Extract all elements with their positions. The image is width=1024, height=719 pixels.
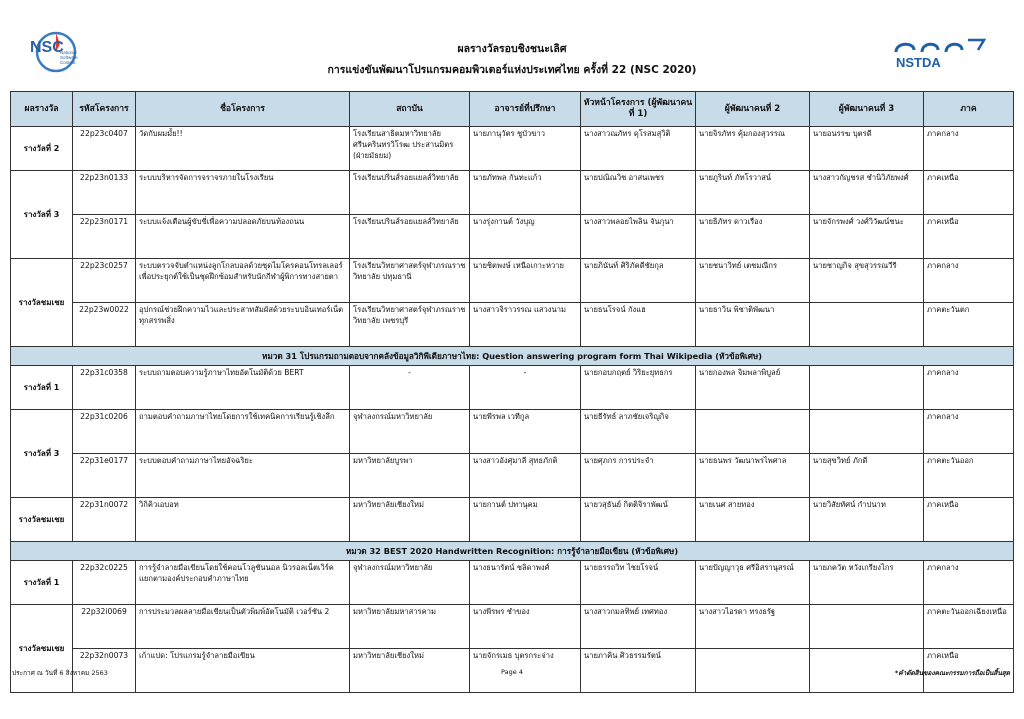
advisor-cell: นางธนารัตน์ ชลิดาพงศ์ (470, 561, 581, 605)
developer-2-cell: นายธาวิน พิชาติพัฒนา (696, 303, 810, 347)
developer-3-cell (810, 605, 924, 649)
leader-cell: นายธีรัทธ์ ลาภชัยเจริญกิจ (581, 410, 696, 454)
table-row (11, 259, 1014, 303)
award-cell: รางวัลที่ 1 (11, 561, 73, 605)
institution-cell: โรงเรียนปรินส์รอยแยลส์วิทยาลัย (350, 215, 470, 259)
advisor-cell: นายพีรพล เวทีกูล (470, 410, 581, 454)
developer-3-cell (810, 303, 924, 347)
advisor-cell: - (470, 366, 581, 410)
table-header-row (11, 92, 1014, 127)
institution-cell: โรงเรียนวิทยาศาสตร์จุฬาภรณราชวิทยาลัย ปทุมธานี (350, 259, 470, 303)
project-name-cell: ระบบถามตอบความรู้ภาษาไทยอัตโนมัติด้วย BERT (136, 366, 350, 410)
leader-cell: นางสาวพลอยไพลิน จันกุนา (581, 215, 696, 259)
region-cell: ภาคกลาง (924, 410, 1014, 454)
developer-2-cell: นายธิภัทร ดาวเรือง (696, 215, 810, 259)
advisor-cell: นางรุ่งกานต์ วังบุญ (470, 215, 581, 259)
institution-cell: โรงเรียนวิทยาศาสตร์จุฬาภรณราชวิทยาลัย เพชรบุรี (350, 303, 470, 347)
logo-caption-1: National (60, 50, 77, 55)
col-header: สถาบัน (350, 92, 470, 127)
leader-cell: นายภาคิน ศิวธรรมรัตน์ (581, 649, 696, 693)
region-cell: ภาคกลาง (924, 366, 1014, 410)
page-title: ผลรางวัลรอบชิงชนะเลิศ (457, 43, 567, 55)
table-row (11, 171, 1014, 215)
category-label: หมวด 32 BEST 2020 Handwritten Recognition: การรู้จำลายมือเขียน (หัวข้อพิเศษ) (11, 542, 1014, 561)
advisor-cell: นางพีรพร ชำของ (470, 605, 581, 649)
advisor-cell: นายภานุวัตร ชูบัวขาว (470, 127, 581, 171)
institution-cell: จุฬาลงกรณ์มหาวิทยาลัย (350, 410, 470, 454)
logo-caption-2: Software (60, 55, 78, 60)
project-name-cell: วัดกับผมมั้ย!! (136, 127, 350, 171)
project-name-cell: การประมวลผลลายมือเขียนเป็นตัวพิมพ์อัตโนมัติ เวอร์ชัน 2 (136, 605, 350, 649)
advisor-cell: นายภัทพล กันทะแก้ว (470, 171, 581, 215)
region-cell: ภาคกลาง (924, 561, 1014, 605)
developer-2-cell: นางสาวไอรดา ทรงธรัฐ (696, 605, 810, 649)
advisor-cell: นายจักรเมธ บุตรกระจ่าง (470, 649, 581, 693)
advisor-cell: นายกานต์ ปทานุคม (470, 498, 581, 542)
category-row (11, 542, 1014, 561)
institution-cell: มหาวิทยาลัยบูรพา (350, 454, 470, 498)
region-cell: ภาคตะวันออก (924, 454, 1014, 498)
table-row (11, 303, 1014, 347)
institution-cell: โรงเรียนปรินส์รอยแยลส์วิทยาลัย (350, 171, 470, 215)
table-row (11, 498, 1014, 542)
project-code-cell: 22p31e0177 (73, 454, 136, 498)
leader-cell: นายวสุธันย์ กิตติจิราพัฒน์ (581, 498, 696, 542)
region-cell: ภาคเหนือ (924, 649, 1014, 693)
page-subtitle: การแข่งขันพัฒนาโปรแกรมคอมพิวเตอร์แห่งประเทศไทย ครั้งที่ 22 (NSC 2020) (327, 64, 697, 76)
region-cell: ภาคตะวันออกเฉียงเหนือ (924, 605, 1014, 649)
region-cell: ภาคเหนือ (924, 171, 1014, 215)
leader-cell: นายภินันท์ ศิริภัคดีชัยกุล (581, 259, 696, 303)
institution-cell: มหาวิทยาลัยเชียงใหม่ (350, 649, 470, 693)
region-cell: ภาคตะวันตก (924, 303, 1014, 347)
developer-3-cell: นายชาญกิจ สุขสุวรรณวีรี (810, 259, 924, 303)
developer-3-cell: นายสุขวิทย์ ภักดี (810, 454, 924, 498)
developer-2-cell: นายชนาวิทย์ เตชมณีกร (696, 259, 810, 303)
leader-cell: นายธรรถวิท ไชยโรจน์ (581, 561, 696, 605)
table-row (11, 605, 1014, 649)
award-cell: รางวัลที่ 3 (11, 410, 73, 498)
developer-3-cell: นายภควัต หวังเกรียงไกร (810, 561, 924, 605)
developer-3-cell: นายอนรรฆ บุตรดี (810, 127, 924, 171)
award-cell: รางวัลชมเชย (11, 259, 73, 347)
footer-date: ประกาศ ณ วันที่ 6 สิงหาคม 2563 (12, 669, 108, 677)
project-code-cell: 22p31c0206 (73, 410, 136, 454)
award-cell: รางวัลที่ 2 (11, 127, 73, 171)
advisor-cell: นายชิตพงษ์ เหนือเกาะหวาย (470, 259, 581, 303)
region-cell: ภาคเหนือ (924, 215, 1014, 259)
leader-cell: นายกอบกฤตย์ วิริยะยุทธกร (581, 366, 696, 410)
col-header: ผลรางวัล (11, 92, 73, 127)
project-code-cell: 22p31n0072 (73, 498, 136, 542)
logo-caption-3: Contest (60, 60, 76, 65)
footer-page: Page 4 (501, 668, 523, 676)
table-row (11, 366, 1014, 410)
project-code-cell: 22p32c0225 (73, 561, 136, 605)
region-cell: ภาคกลาง (924, 259, 1014, 303)
institution-cell: โรงเรียนสาธิตมหาวิทยาลัยศรีนครินทรวิโรฒ ประสานมิตร (ฝ่ายมัธยม) (350, 127, 470, 171)
advisor-cell: นางสาวจิราวรรณ แสวงนาม (470, 303, 581, 347)
project-code-cell: 22p31c0358 (73, 366, 136, 410)
table-row (11, 410, 1014, 454)
col-header: ชื่อโครงการ (136, 92, 350, 127)
logo-n: NSC (30, 39, 64, 56)
project-code-cell: 22p23n0133 (73, 171, 136, 215)
project-name-cell: อุปกรณ์ช่วยฝึกความไวและประสาทสัมผัสด้วยระบบอินเทอร์เน็ตทุกสรรพสิ่ง (136, 303, 350, 347)
region-cell: ภาคกลาง (924, 127, 1014, 171)
col-header: ผู้พัฒนาคนที่ 2 (696, 92, 810, 127)
leader-cell: นายธนโรจน์ กังแฮ (581, 303, 696, 347)
leader-cell: นายปณิณวิช อาสนเพชร (581, 171, 696, 215)
award-cell: รางวัลที่ 1 (11, 366, 73, 410)
nsc-logo (26, 22, 84, 92)
developer-2-cell (696, 410, 810, 454)
table-row (11, 454, 1014, 498)
project-name-cell: เก้าแปด: โปรแกรมรู้จำลายมือเขียน (136, 649, 350, 693)
table-row (11, 127, 1014, 171)
project-code-cell: 22p32i0069 (73, 605, 136, 649)
leader-cell: นายศุภกร การประจำ (581, 454, 696, 498)
project-name-cell: ถามตอบคำถามภาษาไทยโดยการใช้เทคนิคการเรียนรู้เชิงลึก (136, 410, 350, 454)
leader-cell: นางสาวกมลทิพย์ เทศทอง (581, 605, 696, 649)
footer-note: *คำตัดสินของคณะกรรมการถือเป็นสิ้นสุด (894, 669, 1010, 677)
col-header: หัวหน้าโครงการ (ผู้พัฒนาคนที่ 1) (581, 92, 696, 127)
institution-cell: จุฬาลงกรณ์มหาวิทยาลัย (350, 561, 470, 605)
advisor-cell: นางสาวอังศุมาลี สุทธภักติ (470, 454, 581, 498)
col-header: รหัสโครงการ (73, 92, 136, 127)
leader-cell: นางสาวณภัทร ดุโรสมสุวิติ (581, 127, 696, 171)
institution-cell: มหาวิทยาลัยเชียงใหม่ (350, 498, 470, 542)
table-row (11, 561, 1014, 605)
award-cell: รางวัลที่ 3 (11, 171, 73, 259)
developer-2-cell: นายภูรินท์ ภัทโรวาสน์ (696, 171, 810, 215)
developer-2-cell: นายกองพล จิมพลาพิบูลย์ (696, 366, 810, 410)
project-name-cell: ระบบตรวจจับตำแหน่งลูกโกลบอลด้วยชุดไมโครคอนโทรลเลอร์ เพื่อประยุกต์ใช้เป็นชุดฝึกซ้อมสำหรับนักกีฬาผู้พิการทางสายตา (136, 259, 350, 303)
developer-2-cell: นายเนศ สายทอง (696, 498, 810, 542)
institution-cell: - (350, 366, 470, 410)
award-cell: รางวัลชมเชย (11, 605, 73, 693)
region-cell: ภาคเหนือ (924, 498, 1014, 542)
project-name-cell: ระบบบริหารจัดการจราจรภายในโรงเรียน (136, 171, 350, 215)
institution-cell: มหาวิทยาลัยมหาสารคาม (350, 605, 470, 649)
col-header: ผู้พัฒนาคนที่ 3 (810, 92, 924, 127)
project-code-cell: 22p23w0022 (73, 303, 136, 347)
project-name-cell: ระบบแจ้งเตือนผู้ขับขี่เพื่อความปลอดภัยบนท้องถนน (136, 215, 350, 259)
project-name-cell: ระบบตอบคำถามภาษาไทยอัจฉริยะ (136, 454, 350, 498)
developer-3-cell: นายวิสัยทัศน์ กำปนาท (810, 498, 924, 542)
developer-3-cell (810, 366, 924, 410)
category-row (11, 347, 1014, 366)
logo-nstda-text: NSTDA (896, 55, 941, 70)
category-label: หมวด 31 โปรแกรมถามตอบจากคลังข้อมูลวิกิพีเดียภาษาไทย: Question answering program form Thai Wikipedia (หัวข้อพิเศษ) (11, 347, 1014, 366)
col-header: ภาค (924, 92, 1014, 127)
developer-2-cell: นายจิรภัทร คุ้มกองสุวรรณ (696, 127, 810, 171)
developer-2-cell: นายปัญญาวุธ ศรีอิสรานุสรณ์ (696, 561, 810, 605)
project-code-cell: 22p23c0257 (73, 259, 136, 303)
project-code-cell: 22p23c0407 (73, 127, 136, 171)
developer-3-cell: นายจักรพงศ์ วงศ์วิวัฒน์ชนะ (810, 215, 924, 259)
developer-2-cell: นายธนพร วัฒนาพรไพศาล (696, 454, 810, 498)
table-row (11, 215, 1014, 259)
project-code-cell: 22p23n0171 (73, 215, 136, 259)
developer-3-cell (810, 410, 924, 454)
results-table (10, 91, 1014, 693)
project-code-cell: 22p32n0073 (73, 649, 136, 693)
col-header: อาจารย์ที่ปรึกษา (470, 92, 581, 127)
project-name-cell: วิกิคิวเอบอท (136, 498, 350, 542)
award-cell: รางวัลชมเชย (11, 498, 73, 542)
developer-3-cell: นางสาวกัญชรส ชำนิวิภัยพงศ์ (810, 171, 924, 215)
project-name-cell: การรู้จำลายมือเขียนโดยใช้คอนโวลูชันนอล นิวรอลเน็ตเวิร์คแยกตามองค์ประกอบคำภาษาไทย (136, 561, 350, 605)
